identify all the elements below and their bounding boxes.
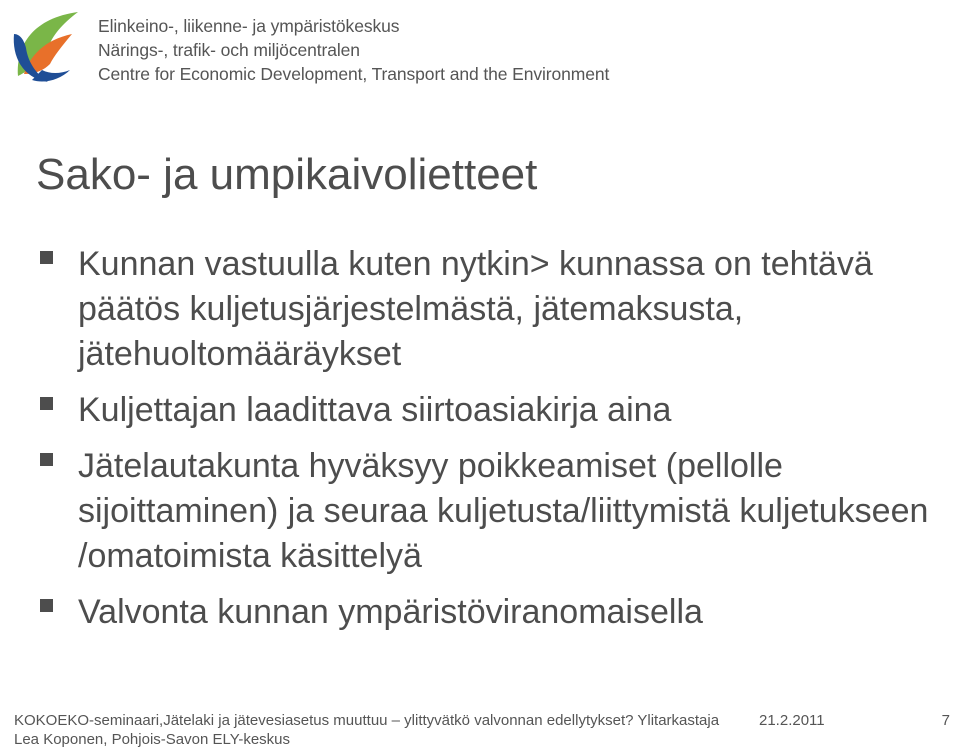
bullet-item — [38, 388, 953, 433]
bullet-item — [38, 444, 953, 579]
footer-event: KOKOEKO-seminaari,Jätelaki ja jätevesiasetus muuttuu – ylittyvätkö valvonnan edellytykset? Ylitarkastaja — [14, 712, 720, 729]
footer-author: Lea Koponen, Pohjois-Savon ELY-keskus — [14, 731, 291, 748]
square-bullet-icon — [40, 453, 53, 466]
bullet-text: Jätelautakunta hyväksyy poikkeamiset (pellolle sijoittaminen) ja seuraa kuljetusta/liittymistä kuljetukseen /omatoimista käsittelyä — [78, 447, 929, 575]
bullet-list — [38, 242, 953, 646]
square-bullet-icon — [40, 251, 53, 264]
org-name-english: Centre for Economic Development, Transport and the Environment — [98, 64, 610, 84]
bullet-item — [38, 242, 953, 377]
org-name-finnish: Elinkeino-, liikenne- ja ympäristökeskus — [98, 16, 400, 36]
footer-date: 21.2.2011 — [759, 712, 825, 729]
bullet-text: Kuljettajan laadittava siirtoasiakirja aina — [78, 391, 672, 429]
page-number: 7 — [941, 712, 950, 729]
organization-name — [98, 14, 609, 86]
square-bullet-icon — [40, 397, 53, 410]
footer-row — [14, 711, 954, 730]
slide-footer — [14, 711, 954, 748]
bullet-text: Kunnan vastuulla kuten nytkin> kunnassa on tehtävä päätös kuljetusjärjestelmästä, jätemaksusta, jätehuoltomääräykset — [78, 245, 873, 373]
bullet-item — [38, 590, 953, 635]
bullet-text: Valvonta kunnan ympäristöviranomaisella — [78, 593, 703, 631]
ely-centre-logo-icon — [8, 4, 88, 84]
square-bullet-icon — [40, 599, 53, 612]
org-name-swedish: Närings-, trafik- och miljöcentralen — [98, 40, 360, 60]
slide-title: Sako- ja umpikaivolietteet — [36, 150, 538, 199]
